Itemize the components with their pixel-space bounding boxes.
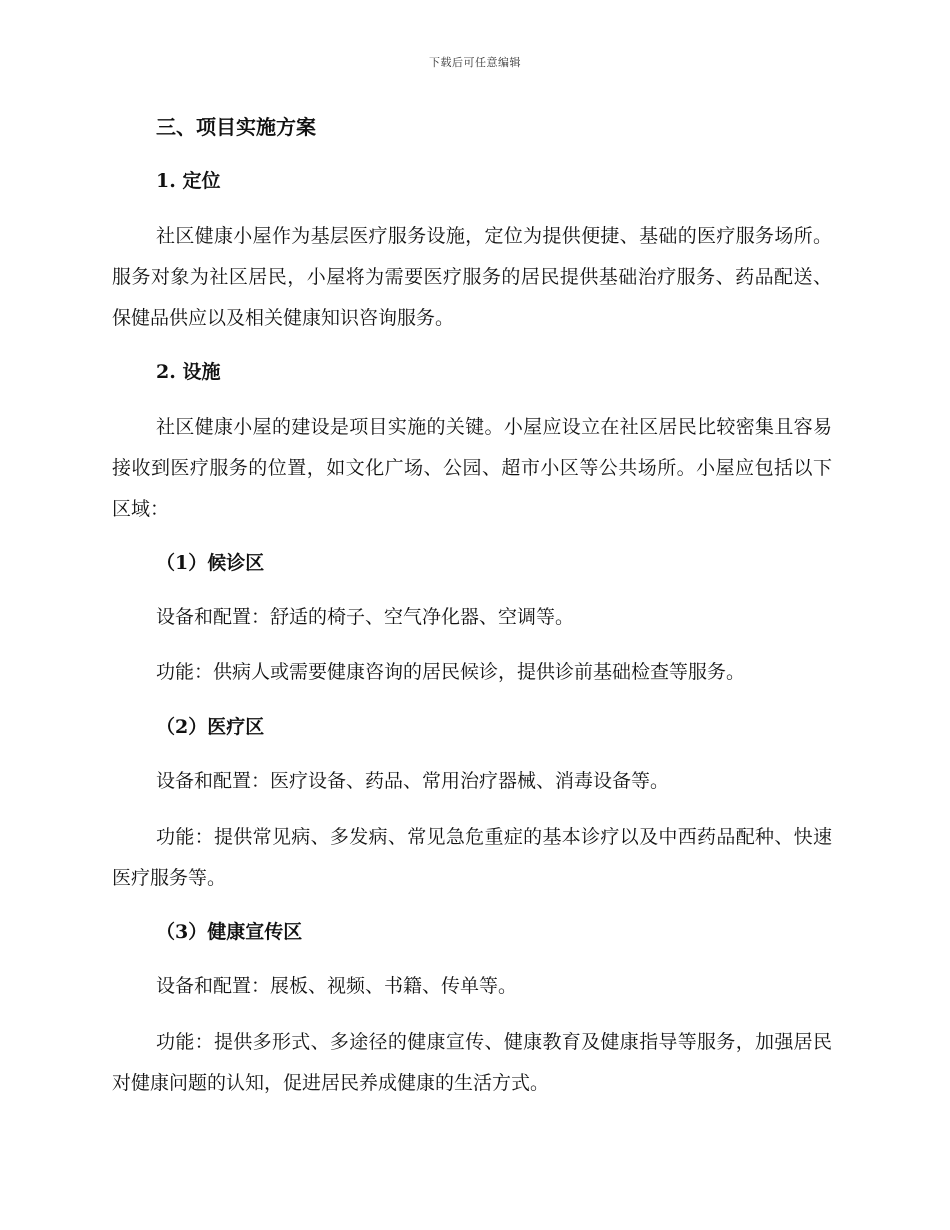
positioning-paragraph: 社区健康小屋作为基层医疗服务设施，定位为提供便捷、基础的医疗服务场所。服务对象为社区居民，小屋将为需要医疗服务的居民提供基础治疗服务、药品配送、保健品供应以及相关健康知识咨询服务。 — [112, 225, 832, 329]
facilities-heading: 2. 设施 — [156, 361, 221, 383]
waiting-area-function: 功能：供病人或需要健康咨询的居民候诊，提供诊前基础检查等服务。 — [156, 661, 746, 683]
health-promotion-area-heading: （3）健康宣传区 — [156, 921, 303, 943]
health-promotion-area-equipment: 设备和配置：展板、视频、书籍、传单等。 — [156, 975, 518, 997]
health-promotion-area-function: 功能：提供多形式、多途径的健康宣传、健康教育及健康指导等服务，加强居民对健康问题的认知，促进居民养成健康的生活方式。 — [112, 1031, 832, 1094]
medical-area-heading: （2）医疗区 — [156, 716, 265, 738]
positioning-heading: 1. 定位 — [156, 170, 221, 192]
medical-area-equipment: 设备和配置：医疗设备、药品、常用治疗器械、消毒设备等。 — [156, 770, 670, 792]
waiting-area-equipment: 设备和配置：舒适的椅子、空气净化器、空调等。 — [156, 606, 575, 628]
facilities-paragraph: 社区健康小屋的建设是项目实施的关键。小屋应设立在社区居民比较密集且容易接收到医疗服务的位置，如文化广场、公园、超市小区等公共场所。小屋应包括以下区域： — [112, 416, 832, 520]
page-header: 下载后可任意编辑 — [429, 56, 521, 69]
document-body — [112, 108, 832, 1118]
waiting-area-heading: （1）候诊区 — [156, 552, 265, 574]
section-title: 三、项目实施方案 — [156, 115, 316, 139]
medical-area-function: 功能：提供常见病、多发病、常见急危重症的基本诊疗以及中西药品配种、快速医疗服务等。 — [112, 826, 832, 889]
